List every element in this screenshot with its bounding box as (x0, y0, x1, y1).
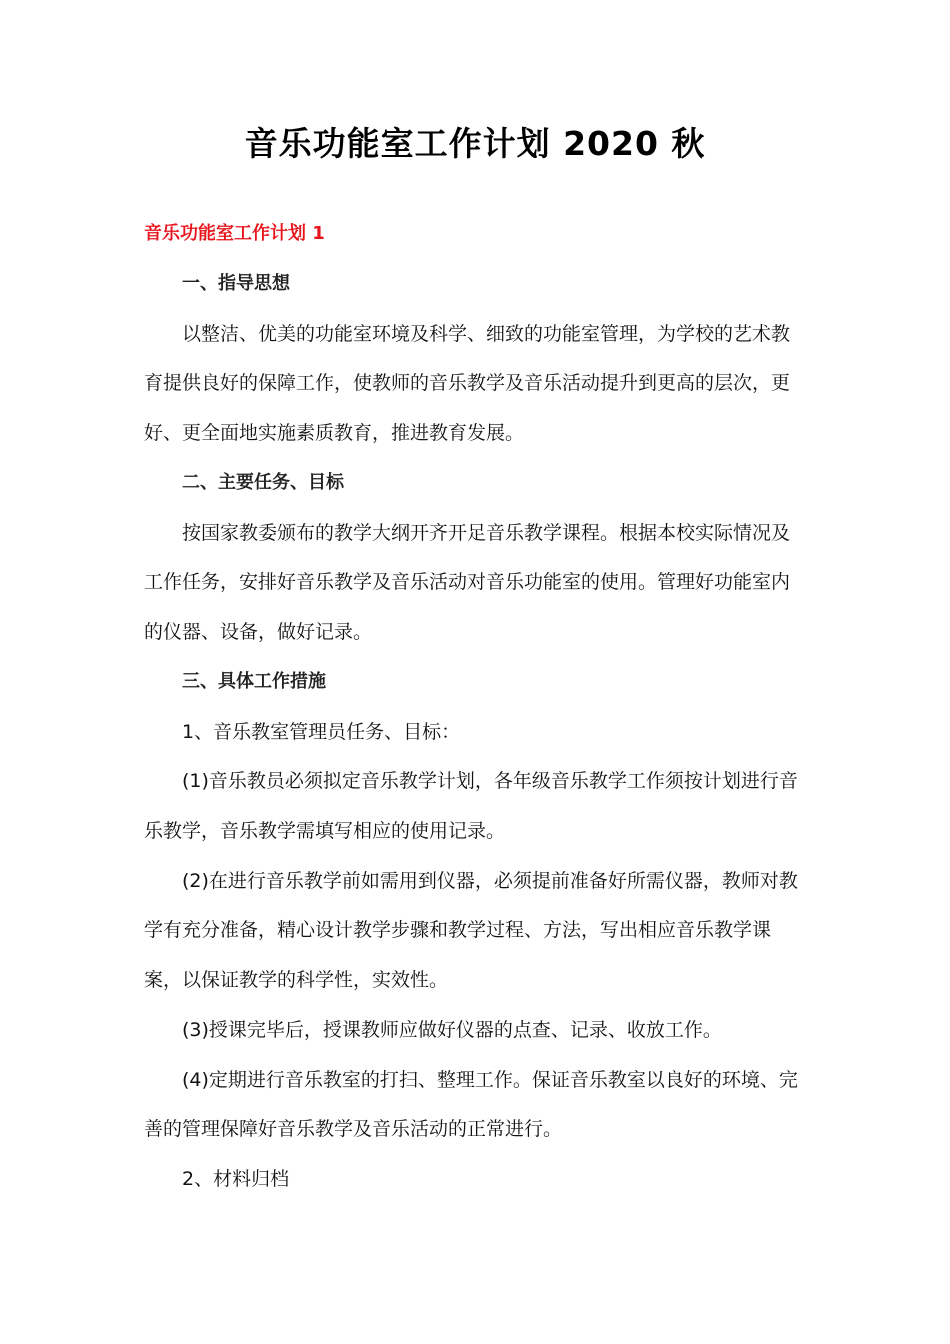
list-item-line: (2)在进行音乐教学前如需用到仪器，必须提前准备好所需仪器，教师对教 (182, 870, 798, 892)
heading-measures: 三、具体工作措施 (182, 671, 326, 692)
paragraph-line: 好、更全面地实施素质教育，推进教育发展。 (144, 422, 525, 444)
paragraph-line: 的仪器、设备，做好记录。 (144, 621, 373, 643)
list-item-line: 善的管理保障好音乐教学及音乐活动的正常进行。 (144, 1118, 563, 1140)
list-item-line: 乐教学，音乐教学需填写相应的使用记录。 (144, 820, 506, 842)
section-heading: 音乐功能室工作计划 1 (144, 223, 325, 244)
list-item-line: (4)定期进行音乐教室的打扫、整理工作。保证音乐教室以良好的环境、完 (182, 1069, 798, 1091)
heading-main-tasks: 二、主要任务、目标 (182, 472, 344, 493)
list-item-line: (1)音乐教员必须拟定音乐教学计划，各年级音乐教学工作须按计划进行音 (182, 770, 798, 792)
heading-guiding-thought: 一、指导思想 (182, 273, 290, 294)
list-item-line: 学有充分准备，精心设计教学步骤和教学过程、方法，写出相应音乐教学课 (144, 919, 772, 941)
document-title: 音乐功能室工作计划 2020 秋 (244, 124, 706, 163)
paragraph-line: 以整洁、优美的功能室环境及科学、细致的功能室管理，为学校的艺术教 (182, 323, 791, 345)
paragraph-line: 育提供良好的保障工作，使教师的音乐教学及音乐活动提升到更高的层次，更 (144, 372, 791, 394)
subheading-archiving: 2、材料归档 (182, 1168, 290, 1190)
paragraph-line: 按国家教委颁布的教学大纲开齐开足音乐教学课程。根据本校实际情况及 (182, 522, 791, 544)
subheading-manager-tasks: 1、音乐教室管理员任务、目标： (182, 721, 461, 743)
paragraph-line: 工作任务，安排好音乐教学及音乐活动对音乐功能室的使用。管理好功能室内 (144, 571, 791, 593)
list-item-line: (3)授课完毕后，授课教师应做好仪器的点查、记录、收放工作。 (182, 1019, 722, 1041)
list-item-line: 案，以保证教学的科学性，实效性。 (144, 969, 449, 991)
